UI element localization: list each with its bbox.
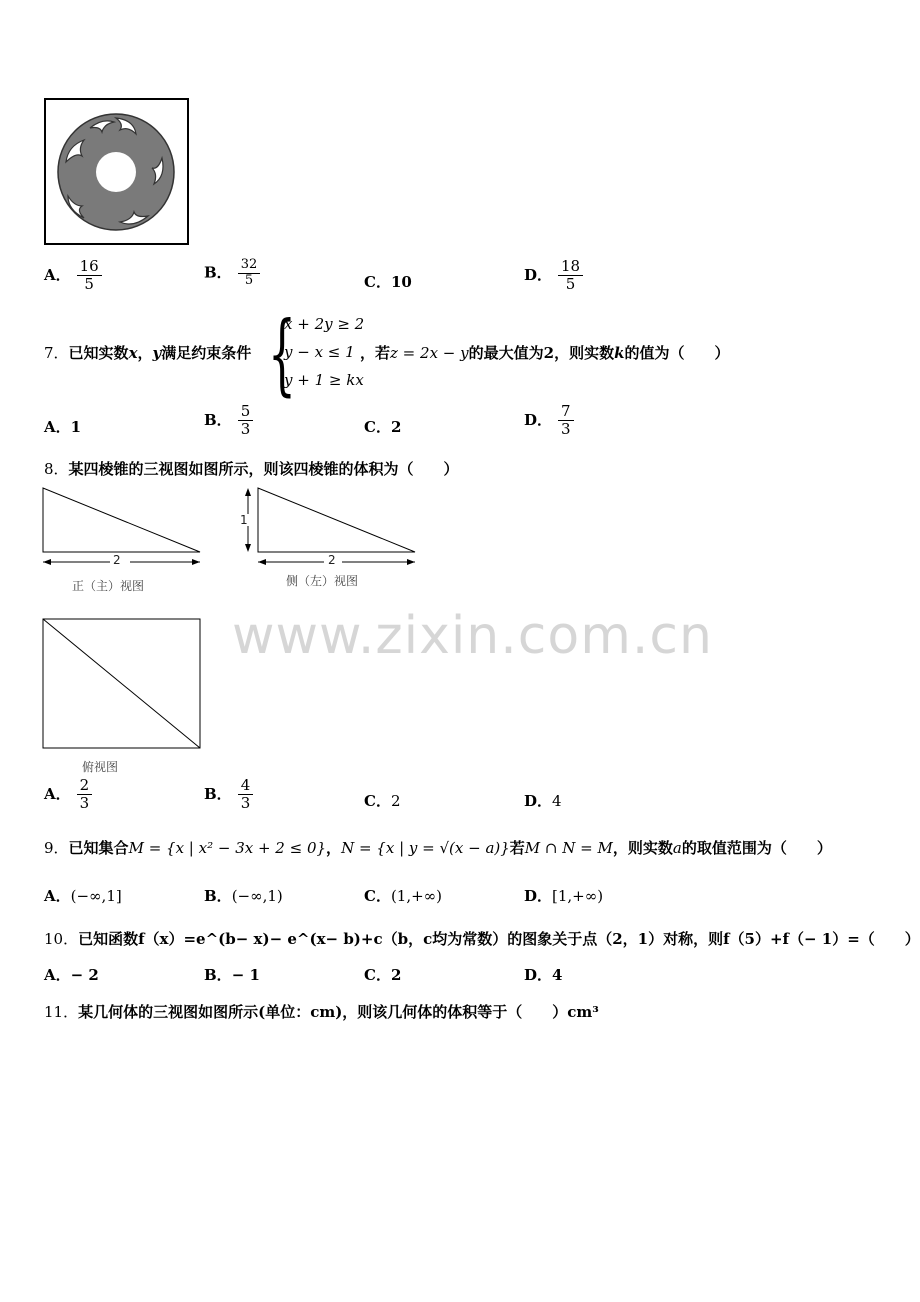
front-view-figure [42,486,208,570]
q10-option-d[interactable]: D．4 [524,966,563,984]
q7-option-d[interactable]: D． $\frac{7}{3}$ [524,403,574,439]
q9-option-c[interactable]: C．(1,+∞) [364,887,443,905]
q9-stem: 9．已知集合M = {x | x² − 3x + 2 ≤ 0}，N = {x | y = √(x − a)}若M ∩ N = M，则实数a的取值范围为（ ） [44,839,832,857]
q8-stem: 8．某四棱锥的三视图如图所示，则该四棱锥的体积为（ ） [44,460,459,478]
q8-option-b[interactable]: B． $\frac{4}{3}$ [204,777,253,813]
side-view-dimension: 2 [328,553,336,567]
q7-stem: 7．已知实数x，y满足约束条件 [44,344,252,362]
q10-option-b[interactable]: B．− 1 [204,966,260,984]
top-view-figure [42,618,202,750]
q7-brace: { [268,302,296,405]
q6-option-a[interactable]: A． $\frac{16}{5}$ [44,258,102,294]
q6-option-d[interactable]: D． $\frac{18}{5}$ [524,258,583,294]
q8-option-d[interactable]: D．4 [524,792,562,810]
q7-option-b[interactable]: B． $\frac{5}{3}$ [204,403,253,439]
q9-option-a[interactable]: A．(−∞,1] [44,887,122,905]
q7-option-a[interactable]: A．1 [44,418,82,436]
top-view-caption: 俯视图 [82,760,119,774]
front-view-dimension: 2 [113,553,121,567]
q7-option-c[interactable]: C．2 [364,418,402,436]
q11-stem: 11．某几何体的三视图如图所示(单位：cm)，则该几何体的体积等于（ ）cm³ [44,1003,599,1021]
q8-option-a[interactable]: A． $\frac{2}{3}$ [44,777,92,813]
pattern-figure [44,98,190,246]
q10-option-c[interactable]: C．2 [364,966,402,984]
watermark: www.zixin.com.cn [232,606,713,666]
side-view-caption: 侧（左）视图 [286,574,359,588]
q6-option-c[interactable]: C．10 [364,273,412,291]
front-view-caption: 正（主）视图 [72,579,145,593]
q9-option-d[interactable]: D．[1,+∞) [524,887,604,905]
q10-option-a[interactable]: A．− 2 [44,966,99,984]
q7-stem-tail: ，若z = 2x − y的最大值为2，则实数k的值为（ ） [360,344,730,362]
q6-option-b[interactable]: B． $\frac{32}{5}$ [204,258,260,289]
q9-option-b[interactable]: B．(−∞,1) [204,887,283,905]
q8-option-c[interactable]: C．2 [364,792,401,810]
q7-constraints: x + 2y ≥ 2 y − x ≤ 1 y + 1 ≥ kx [284,315,365,389]
q10-stem: 10．已知函数f（x）=e^(b− x)− e^(x− b)+c（b，c均为常数）的图象关于点（2，1）对称，则f（5）+f（− 1）=（ ） [44,930,920,948]
side-view-height: 1 [240,513,248,527]
